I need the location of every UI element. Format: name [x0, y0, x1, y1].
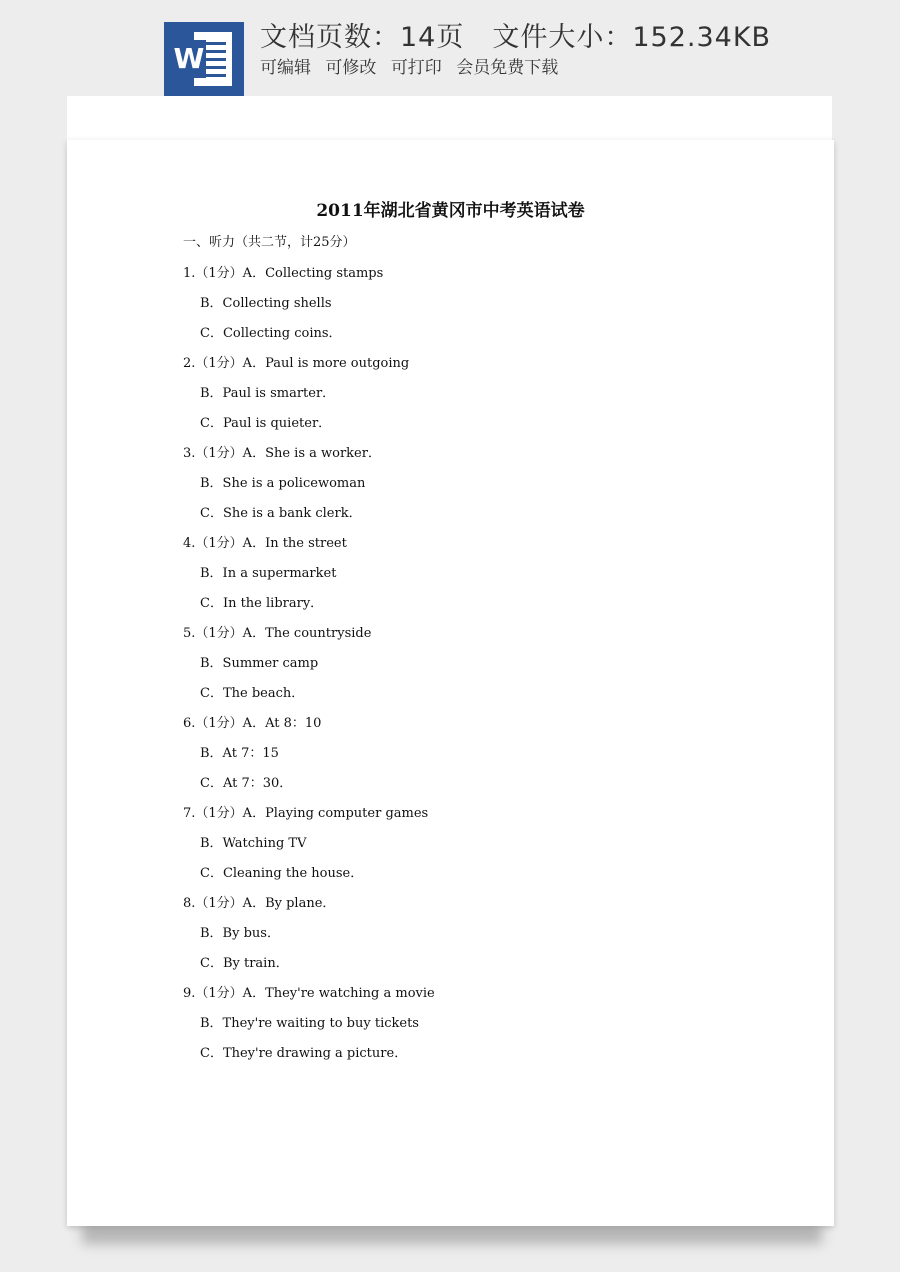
question-2-option-a: 2.（1分）A．Paul is more outgoing — [183, 356, 410, 371]
question-8-option-c: C．By train． — [200, 956, 289, 971]
question-4-option-a: 4.（1分）A．In the street — [183, 536, 347, 551]
question-1-option-b: B．Collecting shells — [200, 296, 332, 311]
feature-editable: 可编辑 — [260, 58, 311, 78]
file-size-text: 文件大小：152.34KB — [492, 22, 772, 53]
question-3-option-b: B．She is a policewoman — [200, 476, 366, 491]
question-5-option-b: B．Summer camp — [200, 656, 319, 671]
document-page — [67, 140, 834, 1226]
section-heading: 一、听力（共二节，计25分） — [183, 235, 356, 250]
question-7-option-b: B．Watching TV — [200, 836, 307, 851]
question-6-option-c: C．At 7：30． — [200, 776, 293, 791]
question-9-option-a: 9.（1分）A．They're watching a movie — [183, 986, 435, 1001]
question-3-option-c: C．She is a bank clerk． — [200, 506, 362, 521]
word-doc-icon — [164, 22, 244, 96]
page-count-text: 文档页数：14页 — [260, 22, 465, 53]
question-6-option-a: 6.（1分）A．At 8：10 — [183, 716, 322, 731]
feature-list — [260, 55, 567, 81]
question-2-option-c: C．Paul is quieter． — [200, 416, 332, 431]
question-9-option-b: B．They're waiting to buy tickets — [200, 1016, 419, 1031]
question-3-option-a: 3.（1分）A．She is a worker． — [183, 446, 381, 461]
question-1-option-c: C．Collecting coins． — [200, 326, 342, 341]
w-letter-badge: W — [172, 40, 206, 78]
question-1-option-a: 1.（1分）A．Collecting stamps — [183, 266, 384, 281]
feature-free-download: 会员免费下载 — [456, 58, 559, 78]
feature-modifiable: 可修改 — [325, 58, 377, 78]
document-title: 2011年湖北省黄冈市中考英语试卷 — [316, 201, 585, 221]
doc-info-line — [260, 18, 771, 58]
feature-printable: 可打印 — [390, 58, 442, 78]
question-5-option-a: 5.（1分）A．The countryside — [183, 626, 372, 641]
question-6-option-b: B．At 7：15 — [200, 746, 279, 761]
question-9-option-c: C．They're drawing a picture． — [200, 1046, 408, 1061]
question-5-option-c: C．The beach． — [200, 686, 305, 701]
question-7-option-a: 7.（1分）A．Playing computer games — [183, 806, 429, 821]
question-8-option-a: 8.（1分）A．By plane． — [183, 896, 336, 911]
question-4-option-b: B．In a supermarket — [200, 566, 337, 581]
question-8-option-b: B．By bus． — [200, 926, 280, 941]
question-2-option-b: B．Paul is smarter． — [200, 386, 336, 401]
question-7-option-c: C．Cleaning the house． — [200, 866, 364, 881]
question-4-option-c: C．In the library． — [200, 596, 324, 611]
